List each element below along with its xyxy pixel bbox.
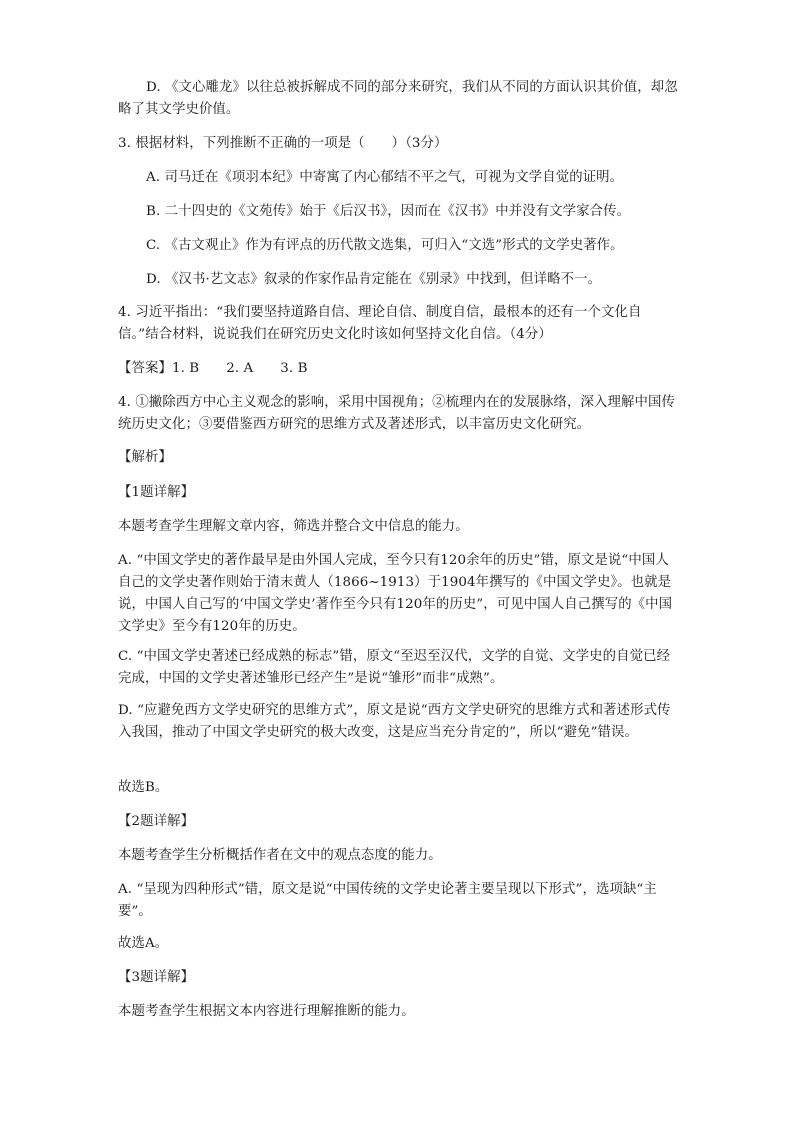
- question-3-option-d: D. 《汉书·艺文志》叙录的作家作品肯定能在《别录》中找到，但详略不一。: [146, 272, 602, 287]
- answer-line: [118, 358, 678, 380]
- question-3-option-a: A. 司马迁在《项羽本纪》中寄寓了内心郁结不平之气，可视为文学自觉的证明。: [146, 170, 624, 185]
- question-3-option-c: C. 《古文观止》作为有评点的历代散文选集，可归入“文选”形式的文学史著作。: [146, 238, 624, 253]
- question-1-choice: 故选B。: [118, 780, 169, 795]
- question-2-intro: 本题考查学生分析概括作者在文中的观点态度的能力。: [118, 848, 442, 863]
- question-1-option-a-analysis: A. “中国文学史的著作最早是由外国人完成，至今只有120余年的历史”错，原文是说“中国人自己的文学史著作则始于清末黄人（1866~1913）于1904年撰写的《中国文学史》。也就是说，中国人自己写的‘中国文学史’著作至今只有120年的历史”，可见中国人自己撰写的《中国文学史》至今有120年的历史。: [118, 553, 673, 634]
- question-3-intro: 本题考查学生根据文本内容进行理解推断的能力。: [118, 1004, 415, 1019]
- question-2-option-a-analysis: A. “呈现为四种形式”错，原文是说“中国传统的文学史论著主要呈现以下形式”，选项缺“主要”。: [118, 882, 657, 919]
- option-d-paragraph: D. 《文心雕龙》以往总被拆解成不同的部分来研究，我们从不同的方面认识其价值，却忽略了其文学史价值。: [118, 80, 678, 117]
- question-1-intro: 本题考查学生理解文章内容，筛选并整合文中信息的能力。: [118, 519, 469, 534]
- answer-4: 4. ①撇除西方中心主义观念的影响，采用中国视角；②梳理内在的发展脉络，深入理解中国传统历史文化；③要借鉴西方研究的思维方式及著述形式，以丰富历史文化研究。: [118, 395, 675, 432]
- question-2-choice: 故选A。: [118, 936, 169, 951]
- question-1-option-c-analysis: C. “中国文学史著述已经成熟的标志”错，原文“至迟至汉代，文学的自觉、文学史的自觉已经完成，中国的文学史著述雏形已经产生”是说“雏形”而非“成熟”。: [118, 649, 671, 686]
- answer-label: 【答案】: [118, 361, 172, 376]
- question-4: 4. 习近平指出：“我们要坚持道路自信、理论自信、制度自信，最根本的还有一个文化自信。”结合材料，说说我们在研究历史文化时该如何坚持文化自信。（4分）: [118, 305, 642, 342]
- question-3-detail-heading: 【3题详解】: [118, 970, 195, 985]
- question-1-option-d-analysis: D. “应避免西方文学史研究的思维方式”，原文是说“西方文学史研究的思维方式和著述形式传入我国，推动了中国文学史研究的极大改变，这是应当充分肯定的”，所以“避免”错误。: [118, 703, 671, 740]
- question-3: 3. 根据材料，下列推断不正确的一项是（ ）（3分）: [118, 136, 448, 151]
- question-1-detail-heading: 【1题详解】: [118, 485, 195, 500]
- analysis-heading: 【解析】: [118, 450, 172, 465]
- answer-values: 1. B 2. A 3. B: [171, 361, 308, 376]
- question-2-detail-heading: 【2题详解】: [118, 814, 195, 829]
- question-3-option-b: B. 二十四史的《文苑传》始于《后汉书》，因而在《汉书》中并没有文学家合传。: [146, 204, 631, 219]
